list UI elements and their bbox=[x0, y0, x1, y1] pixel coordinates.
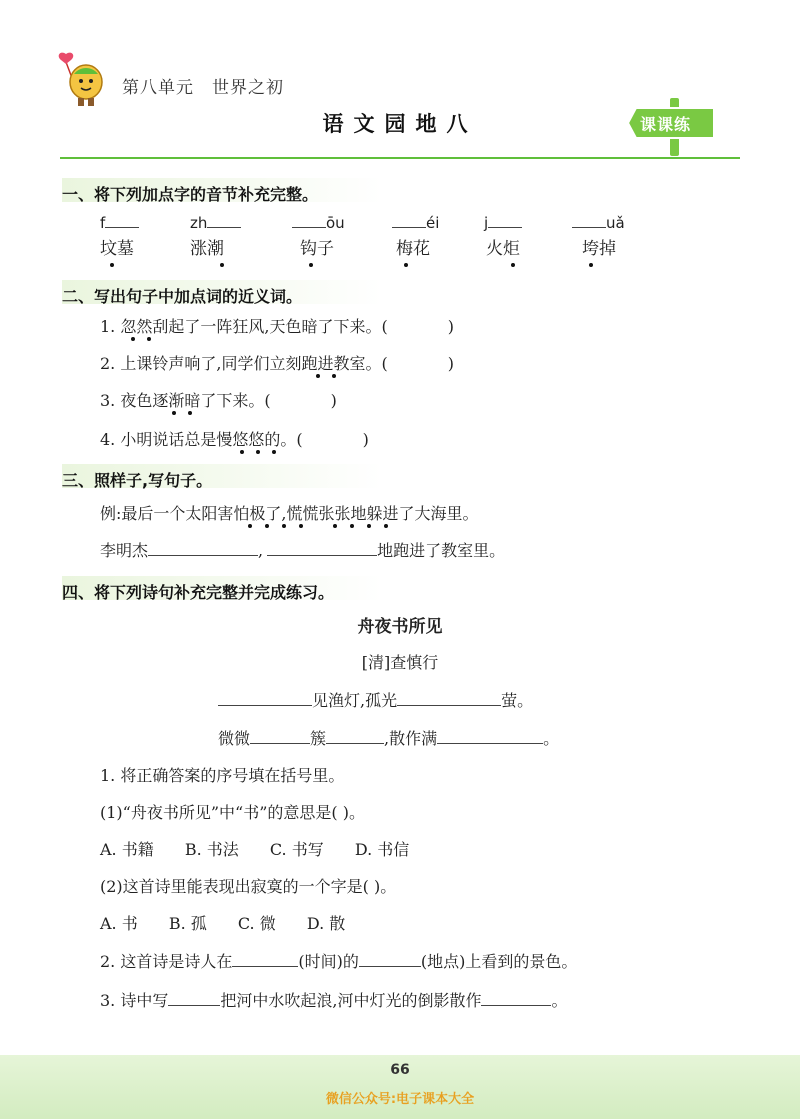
emphasis-dot bbox=[172, 411, 176, 415]
word: 垮掉 bbox=[582, 239, 616, 259]
emphasis-dot bbox=[110, 263, 114, 267]
unit-header bbox=[122, 73, 284, 98]
answer-blank-1[interactable] bbox=[148, 540, 258, 556]
pinyin-blank[interactable] bbox=[488, 214, 522, 228]
option[interactable]: A. 书籍 bbox=[100, 840, 154, 859]
poem-title: 舟夜书所见 bbox=[357, 617, 443, 637]
question-1-2-options bbox=[100, 911, 345, 934]
question-text: 3. 夜色逐渐暗了下来。( bbox=[100, 391, 271, 410]
emphasis-dot bbox=[147, 337, 151, 341]
unit-number: 第八单元 bbox=[122, 78, 194, 98]
word: 涨潮 bbox=[190, 239, 224, 259]
emphasis-dot bbox=[256, 450, 260, 454]
pinyin-item-6 bbox=[572, 214, 625, 259]
verse-blank-2[interactable] bbox=[397, 690, 501, 706]
sentence-comma: , bbox=[258, 541, 264, 560]
verse-blank-5[interactable] bbox=[437, 728, 543, 744]
question-2 bbox=[100, 949, 577, 972]
emphasis-dot bbox=[332, 374, 336, 378]
verse-blank-1[interactable] bbox=[218, 690, 312, 706]
emphasis-dot bbox=[511, 263, 515, 267]
question-text: 把河中水吹起浪,河中灯光的倒影散作 bbox=[220, 991, 482, 1010]
pinyin-blank[interactable] bbox=[392, 214, 426, 228]
option[interactable]: C. 书写 bbox=[269, 840, 324, 859]
verse-text: ,散作满 bbox=[384, 729, 438, 748]
emphasis-dot bbox=[309, 263, 313, 267]
question-1: 1. 将正确答案的序号填在括号里。 bbox=[100, 766, 345, 785]
emphasis-dot bbox=[220, 263, 224, 267]
sentence-start: 李明杰 bbox=[100, 541, 149, 560]
section-3-title: 三、照样子,写句子。 bbox=[62, 471, 213, 490]
sentence-end: 地跑进了教室里。 bbox=[377, 541, 506, 560]
poem-author: [清]查慎行 bbox=[361, 653, 439, 672]
question-text: 2. 这首诗是诗人在 bbox=[100, 952, 233, 971]
answer-blank[interactable] bbox=[388, 316, 448, 332]
emphasis-dot bbox=[589, 263, 593, 267]
word: 坟墓 bbox=[100, 239, 134, 259]
emphasis-dot bbox=[272, 450, 276, 454]
option[interactable]: B. 孤 bbox=[168, 914, 207, 933]
pinyin-blank[interactable] bbox=[572, 214, 606, 228]
word: 火炬 bbox=[486, 239, 520, 259]
pinyin-initial: f bbox=[100, 214, 106, 232]
lesson-tag-label: 课课练 bbox=[640, 115, 692, 134]
emphasis-dot bbox=[350, 524, 354, 528]
poem-verse-2 bbox=[218, 726, 559, 749]
emphasis-dot bbox=[384, 524, 388, 528]
question-1-1: (1)“舟夜书所见”中“书”的意思是( )。 bbox=[100, 803, 365, 822]
emphasis-dot bbox=[188, 411, 192, 415]
emphasis-dot bbox=[248, 524, 252, 528]
pinyin-blank[interactable] bbox=[207, 214, 241, 228]
page-number: 66 bbox=[390, 1062, 410, 1078]
pinyin-final: ōu bbox=[326, 214, 345, 232]
question-3 bbox=[100, 988, 567, 1011]
answer-blank-2[interactable] bbox=[481, 990, 551, 1006]
pinyin-initial: j bbox=[484, 214, 489, 232]
synonym-question-1 bbox=[100, 314, 454, 337]
answer-blank[interactable] bbox=[303, 429, 363, 445]
emphasis-dot bbox=[265, 524, 269, 528]
section-4-title: 四、将下列诗句补充完整并完成练习。 bbox=[62, 583, 335, 602]
emphasis-dot bbox=[367, 524, 371, 528]
imitate-sentence bbox=[100, 538, 505, 561]
wechat-watermark: 微信公众号:电子课本大全 bbox=[325, 1092, 475, 1107]
answer-blank[interactable] bbox=[388, 353, 448, 369]
question-text: (地点)上看到的景色。 bbox=[420, 952, 578, 971]
pinyin-item-5 bbox=[484, 214, 522, 259]
time-blank[interactable] bbox=[232, 951, 298, 967]
close-paren: ) bbox=[447, 354, 454, 373]
verse-text: 微微 bbox=[218, 729, 251, 748]
verse-blank-4[interactable] bbox=[326, 728, 384, 744]
option[interactable]: D. 书信 bbox=[354, 840, 410, 859]
pinyin-final: uǎ bbox=[606, 214, 625, 232]
pinyin-item-4 bbox=[392, 214, 439, 259]
verse-text: 萤。 bbox=[501, 691, 534, 710]
option[interactable]: D. 散 bbox=[306, 914, 346, 933]
pinyin-blank[interactable] bbox=[292, 214, 326, 228]
place-blank[interactable] bbox=[359, 951, 421, 967]
emphasis-dot bbox=[316, 374, 320, 378]
pinyin-item-3 bbox=[292, 214, 345, 259]
section-1-title: 一、将下列加点字的音节补充完整。 bbox=[62, 185, 319, 204]
question-text: 。 bbox=[551, 991, 568, 1010]
word: 梅花 bbox=[396, 239, 430, 259]
verse-blank-3[interactable] bbox=[250, 728, 310, 744]
synonym-question-4 bbox=[100, 427, 369, 450]
emphasis-dot bbox=[299, 524, 303, 528]
mascot-icon bbox=[52, 48, 108, 108]
verse-text: 。 bbox=[543, 729, 560, 748]
synonym-question-3 bbox=[100, 388, 337, 411]
emphasis-dot bbox=[282, 524, 286, 528]
verse-text: 见渔灯,孤光 bbox=[312, 691, 398, 710]
option[interactable]: A. 书 bbox=[100, 914, 138, 933]
lesson-tag bbox=[626, 106, 718, 140]
option[interactable]: B. 书法 bbox=[184, 840, 239, 859]
header-divider bbox=[60, 157, 740, 159]
pinyin-item-2 bbox=[190, 214, 241, 259]
poem-verse-1 bbox=[218, 688, 533, 711]
question-1-2: (2)这首诗里能表现出寂寞的一个字是( )。 bbox=[100, 877, 397, 896]
pinyin-final: éi bbox=[426, 214, 440, 232]
close-paren: ) bbox=[362, 430, 369, 449]
example-sentence: 例:最后一个太阳害怕极了,慌慌张张地躲进了大海里。 bbox=[100, 504, 479, 523]
unit-title: 世界之初 bbox=[212, 78, 284, 98]
emphasis-dot bbox=[240, 450, 244, 454]
emphasis-dot bbox=[333, 524, 337, 528]
question-text: 2. 上课铃声响了,同学们立刻跑进教室。( bbox=[100, 354, 388, 373]
verse-text: 簇 bbox=[310, 729, 327, 748]
question-1-1-options bbox=[100, 837, 409, 860]
pinyin-item-1 bbox=[100, 214, 139, 259]
close-paren: ) bbox=[330, 391, 337, 410]
question-text: 1. 忽然刮起了一阵狂风,天色暗了下来。( bbox=[100, 317, 388, 336]
word: 钩子 bbox=[300, 239, 334, 259]
answer-blank[interactable] bbox=[271, 390, 331, 406]
close-paren: ) bbox=[447, 317, 454, 336]
pinyin-blank[interactable] bbox=[105, 214, 139, 228]
option[interactable]: C. 微 bbox=[237, 914, 276, 933]
emphasis-dot bbox=[131, 337, 135, 341]
question-text: 3. 诗中写 bbox=[100, 991, 169, 1010]
page-title: 语文园地八 bbox=[322, 111, 478, 136]
pinyin-initial: zh bbox=[190, 214, 208, 232]
emphasis-dot bbox=[404, 263, 408, 267]
question-text: (时间)的 bbox=[298, 952, 359, 971]
answer-blank-1[interactable] bbox=[168, 990, 220, 1006]
section-2-title: 二、写出句子中加点词的近义词。 bbox=[62, 287, 303, 306]
answer-blank-2[interactable] bbox=[267, 540, 377, 556]
question-text: 4. 小明说话总是慢悠悠的。( bbox=[100, 430, 303, 449]
synonym-question-2 bbox=[100, 351, 454, 374]
